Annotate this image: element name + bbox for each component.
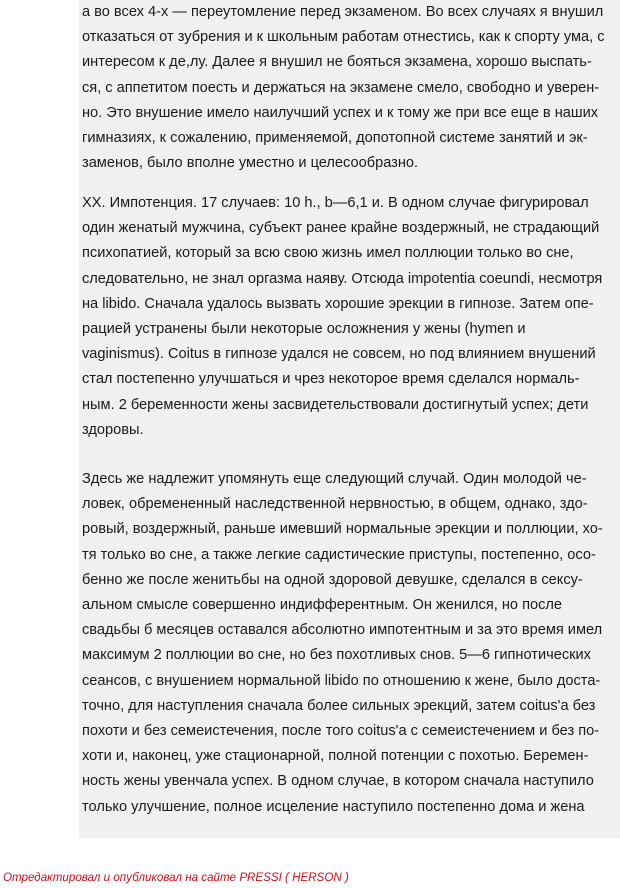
text-line: свадьбы б месяцев оставался абсолютно импотентным и за это время имел xyxy=(82,622,603,639)
text-line: альном смысле совершенно индифферентным. Он женился, но после xyxy=(82,597,563,614)
text-line: XX. Импотенция. 17 случаев: 10 h., b—6,1 и. В одном случае фигурировал xyxy=(82,195,589,211)
text-line: только улучшение, полное исцеление наступило постепенно дома и жена xyxy=(82,798,585,815)
text-line: стал постепенно улучшаться и чрез некоторое время сделался нормаль- xyxy=(82,371,580,388)
text-line: ным. 2 беременности жены засвидетельствовали достигнутый успех; дети xyxy=(82,396,589,413)
text-line: vaginismus). Coitus в гипнозе удался не совсем, но под влиянием внушений xyxy=(82,346,596,363)
paragraph-impotence xyxy=(79,191,602,443)
text-line: здоровы. xyxy=(82,421,144,438)
text-line: на libido. Сначала удалось вызвать хорошие эрекции в гипнозе. Затем опе- xyxy=(82,295,594,312)
text-line: максимум 2 поллюции во сне, но без похотливых снов. 5—6 гипнотических xyxy=(82,647,591,664)
text-line: гимназиях, к сожалению, применяемой, допотопной системе занятий и эк- xyxy=(82,130,588,147)
text-line: заменов, было вполне уместно и целесообразно. xyxy=(82,155,419,172)
text-line: бенно же после женитьбы на одной здоровой девушке, сделался в сексу- xyxy=(82,571,583,588)
text-line: интересом к де,лу. Далее я внушил не бояться экзамена, хорошо выспать- xyxy=(82,54,592,71)
text-line: Здесь же надлежит упомянуть еще следующий случай. Один молодой че- xyxy=(82,471,587,487)
text-line: психопатией, который за всю свою жизнь имел поллюции только во сне, xyxy=(82,245,574,262)
text-line: тя только во сне, а также легкие садистические приступы, постепенно, осо- xyxy=(82,546,596,563)
text-line: а во всех 4-х — переутомление перед экзаменом. Во всех случаях я внушил xyxy=(82,4,604,20)
text-line: сеансов, с внушением нормальной libido по отношению к жене, было доста- xyxy=(82,672,601,689)
paragraph-case-study xyxy=(79,467,603,820)
text-line: ровый, воздержный, раньше имевший нормальные эрекции и поллюции, хо- xyxy=(82,521,603,538)
text-line: ность жены увенчала успех. В одном случае, в котором сначала наступило xyxy=(82,773,594,790)
text-line: ся, с аппетитом поесть и держаться на экзамене смело, свободно и уверен- xyxy=(82,79,600,96)
text-line: но. Это внушение имело наилучший успех и к тому же при все еще в наших xyxy=(82,104,599,121)
text-line: один женатый мужчина, субъект ранее крайне воздержный, не страдающий xyxy=(82,220,600,237)
text-line: ловек, обремененный наследственной нервностью, в общем, однако, здо- xyxy=(82,496,588,513)
text-line: следовательно, не знал оргазма наяву. Отсюда impotentia coeundi, несмотря xyxy=(82,270,603,287)
text-line: отказаться от зубрения и к школьным работам отнестись, как к спорту ума, с xyxy=(82,29,605,46)
text-line: похоти и без семеистечения, после того coitus'a с семеистечением и без по- xyxy=(82,723,600,740)
text-line: рацией устранены были некоторые осложнения у жены (hymen и xyxy=(82,321,526,338)
text-column xyxy=(79,0,620,838)
text-line: хоти и, наконец, уже стационарной, полной потенции с похотью. Беремен- xyxy=(82,748,589,765)
paragraph-exam-fatigue xyxy=(79,0,605,176)
publisher-credit: Отредактировал и опубликовал на сайте PRESSI ( HERSON ) xyxy=(3,871,349,884)
text-line: точно, для наступления сначала более сильных эрекций, затем coitus'a без xyxy=(82,697,596,714)
